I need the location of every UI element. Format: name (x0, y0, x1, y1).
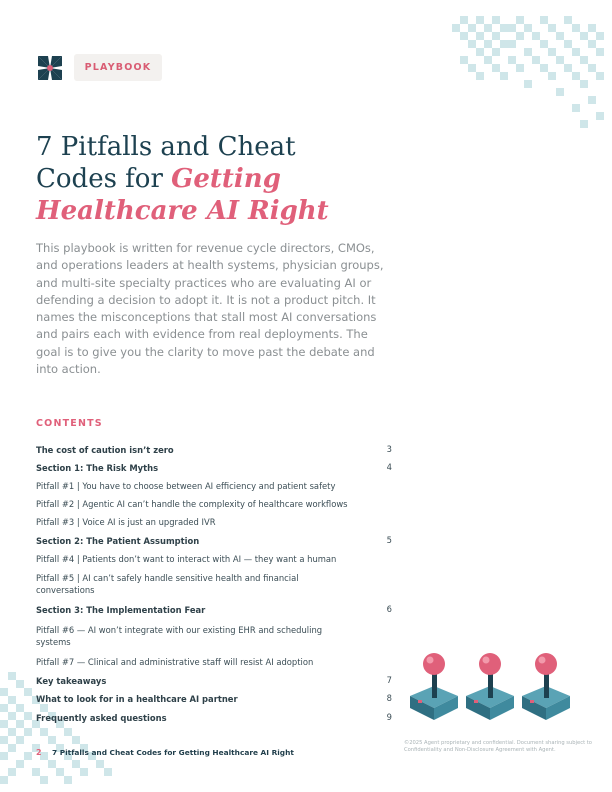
toc-item[interactable] (36, 604, 392, 616)
playbook-badge: PLAYBOOK (74, 54, 162, 81)
toc-item-page: 7 (386, 675, 392, 685)
toc-item-label: Pitfall #1 | You have to choose between AI efficiency and patient safety (36, 481, 336, 491)
toc-item-label: Key takeaways (36, 676, 107, 686)
toc-item-label: Section 1: The Risk Myths (36, 463, 159, 473)
toc-item-label: Section 3: The Implementation Fear (36, 605, 206, 615)
toc-item-page (372, 480, 392, 492)
joystick-icon (460, 650, 520, 724)
title-line-1: 7 Pitfalls and Cheat (36, 132, 296, 162)
toc-item[interactable] (36, 462, 392, 474)
toc-item[interactable] (36, 624, 392, 648)
logo-icon (36, 54, 64, 82)
toc-item-label: Frequently asked questions (36, 713, 167, 723)
toc-item-page: 9 (386, 712, 392, 722)
toc-item-label: Pitfall #2 | Agentic AI can’t handle the complexity of healthcare workflows (36, 499, 348, 509)
toc-item-label: Pitfall #4 | Patients don’t want to interact with AI — they want a human (36, 554, 337, 564)
title-line-2 (36, 163, 366, 195)
toc-item[interactable] (36, 480, 392, 492)
toc-item-page (372, 656, 392, 668)
toc-item-page: 8 (386, 693, 392, 703)
toc-item[interactable] (36, 553, 392, 565)
contents-heading: CONTENTS (36, 418, 103, 429)
toc-item-label: Pitfall #7 — Clinical and administrative staff will resist AI adoption (36, 657, 314, 667)
toc-item-label: Section 2: The Patient Assumption (36, 536, 200, 546)
title-line-2-accent: Getting (171, 164, 281, 194)
toc-item-page: 4 (386, 462, 392, 472)
toc-item[interactable] (36, 535, 392, 547)
toc-item[interactable] (36, 656, 392, 668)
toc-item-page: 6 (386, 604, 392, 614)
toc-item-label: Pitfall #5 | AI can’t safely handle sensitive health and financial conversations (36, 573, 299, 595)
toc-item[interactable] (36, 712, 392, 724)
page-title (36, 131, 366, 227)
toc-item-label: The cost of caution isn’t zero (36, 445, 174, 455)
toc-item-page (372, 572, 392, 596)
toc-item-page: 5 (386, 535, 392, 545)
title-line-3-accent: Healthcare AI Right (36, 196, 329, 226)
toc-item-label: What to look for in a healthcare AI partner (36, 694, 238, 704)
footer-page-number: 2 (36, 748, 42, 757)
toc-item-label: Pitfall #6 — AI won’t integrate with our existing EHR and scheduling systems (36, 625, 323, 647)
toc-item-page (372, 553, 392, 565)
joystick-icon (516, 650, 576, 724)
footer-legal: ©2025 Agent proprietary and confidential. Document sharing subject to Confidentiality and Non-Disclosure Agreement with Agent. (404, 740, 592, 753)
toc-item[interactable] (36, 444, 392, 456)
intro-paragraph: This playbook is written for revenue cycle directors, CMOs, and operations leaders at health systems, physician groups, and multi-site specialty practices who are evaluating AI or defending a decision to adopt it. It is not a product pitch. It names the misconceptions that stall most AI conversations and pairs each with evidence from real deployments. The goal is to give you the clarity to move past the debate and into action. (36, 241, 384, 377)
title-line-2-plain: Codes for (36, 164, 172, 194)
toc-item[interactable] (36, 516, 392, 528)
toc-item-page (372, 624, 392, 648)
toc-item[interactable] (36, 693, 392, 705)
toc-item-page (372, 516, 392, 528)
toc-item[interactable] (36, 498, 392, 510)
toc-item-page: 3 (386, 444, 392, 454)
toc-item-page (372, 498, 392, 510)
joystick-icon (404, 650, 464, 724)
footer-title: 7 Pitfalls and Cheat Codes for Getting Healthcare AI Right (52, 748, 294, 757)
toc-item-label: Pitfall #3 | Voice AI is just an upgraded IVR (36, 517, 216, 527)
toc-item[interactable] (36, 675, 392, 687)
toc-item[interactable] (36, 572, 392, 596)
